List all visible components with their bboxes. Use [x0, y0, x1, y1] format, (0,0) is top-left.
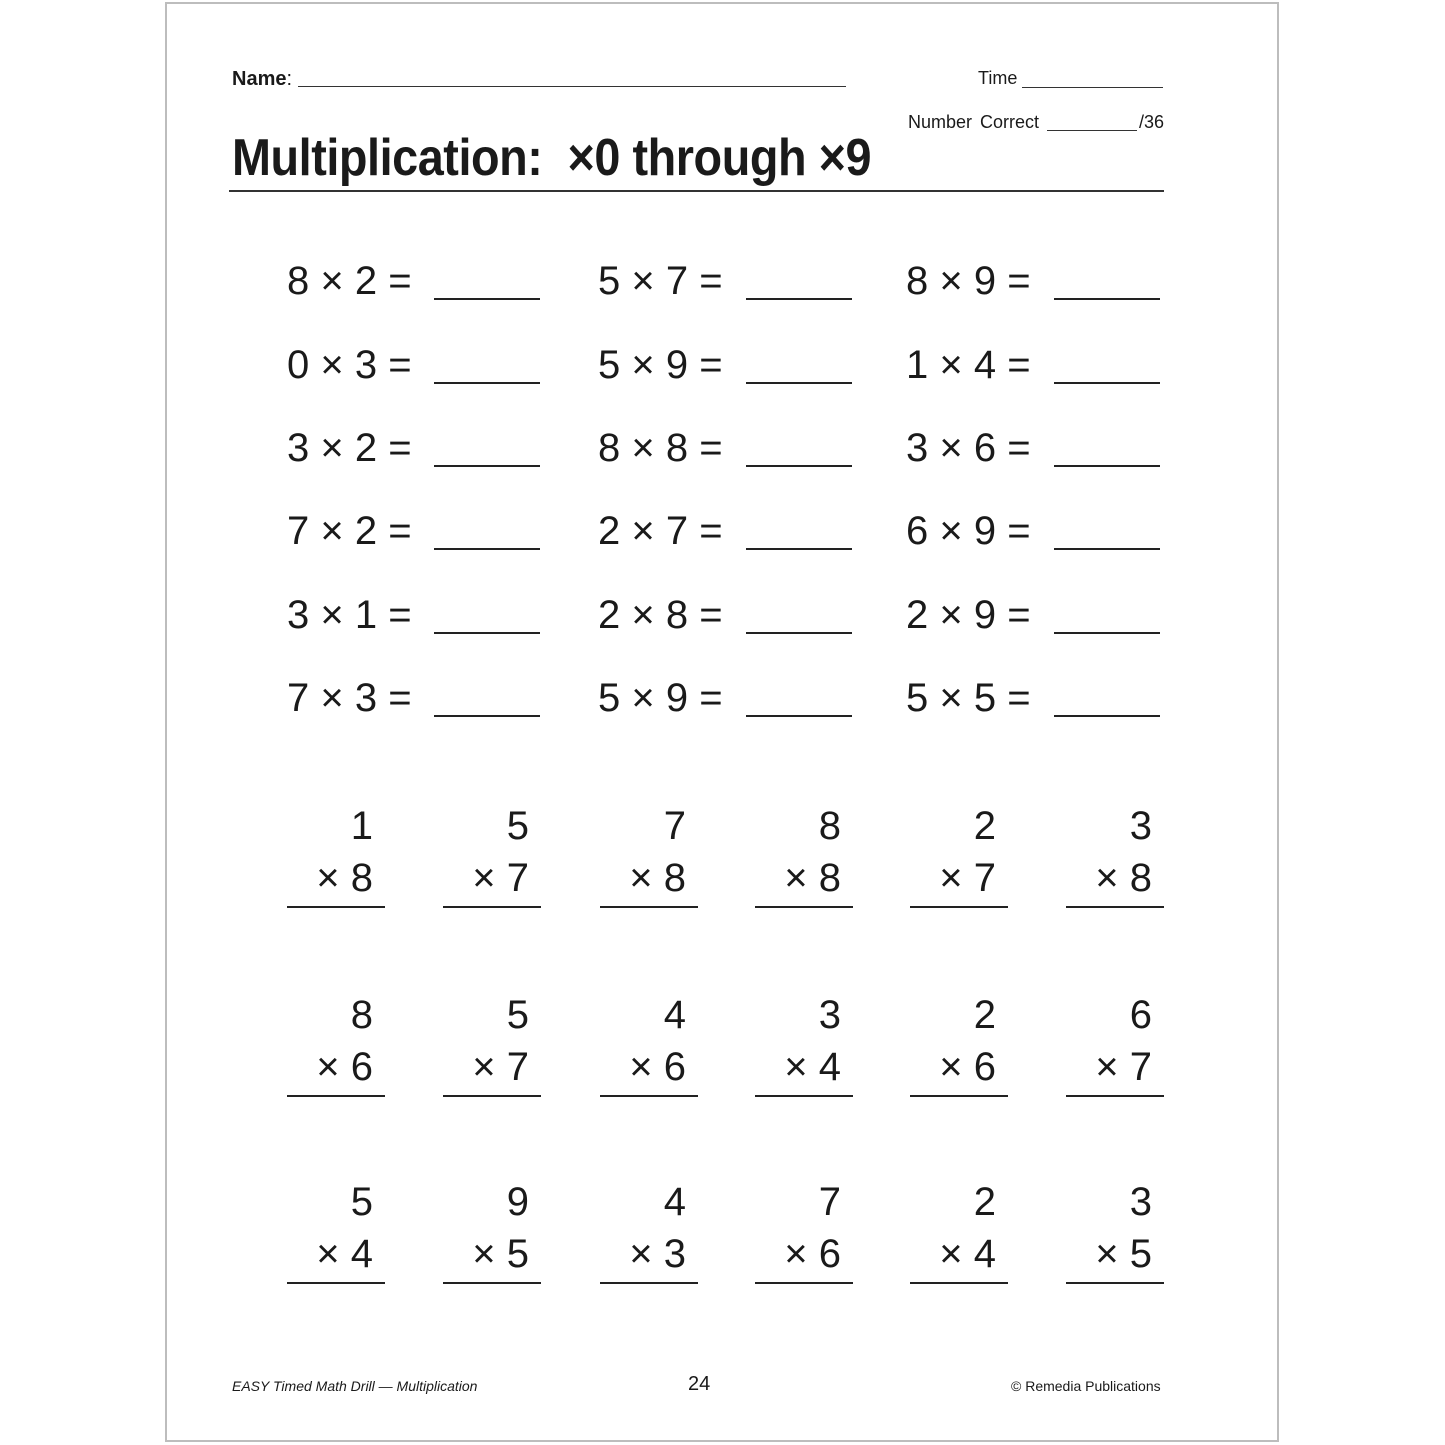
vertical-problem — [1066, 804, 1166, 914]
multiplier: × 7 — [472, 1045, 529, 1089]
footer-book-title: EASY Timed Math Drill — Multiplication — [232, 1378, 478, 1394]
multiplicand: 2 — [973, 1180, 996, 1224]
multiplicand: 5 — [350, 1180, 373, 1224]
answer-line[interactable] — [1054, 382, 1160, 384]
horizontal-problem: 1 × 4 = — [906, 343, 1031, 387]
multiplier: × 4 — [316, 1232, 373, 1276]
answer-line[interactable] — [1066, 906, 1164, 908]
horizontal-problem: 2 × 9 = — [906, 593, 1031, 637]
answer-line[interactable] — [434, 382, 540, 384]
horizontal-problem: 8 × 9 = — [906, 259, 1031, 303]
answer-line[interactable] — [755, 1282, 853, 1284]
multiplicand: 3 — [818, 993, 841, 1037]
answer-line[interactable] — [910, 1095, 1008, 1097]
multiplicand: 8 — [818, 804, 841, 848]
horizontal-problem: 3 × 2 = — [287, 426, 412, 470]
horizontal-problem: 2 × 7 = — [598, 509, 723, 553]
vertical-problem — [287, 993, 387, 1103]
page-title: Multiplication: ×0 through ×9 — [232, 129, 872, 187]
answer-line[interactable] — [1066, 1095, 1164, 1097]
multiplicand: 2 — [973, 993, 996, 1037]
answer-line[interactable] — [746, 632, 852, 634]
vertical-problem — [1066, 993, 1166, 1103]
name-label: Name: — [232, 68, 293, 90]
vertical-problem — [755, 1180, 855, 1290]
horizontal-problem: 5 × 9 = — [598, 676, 723, 720]
answer-line[interactable] — [746, 715, 852, 717]
vertical-problem — [755, 804, 855, 914]
answer-line[interactable] — [443, 1095, 541, 1097]
vertical-problem — [443, 1180, 543, 1290]
multiplicand: 2 — [973, 804, 996, 848]
answer-line[interactable] — [434, 465, 540, 467]
multiplier: × 8 — [1095, 856, 1152, 900]
answer-line[interactable] — [434, 298, 540, 300]
time-field-line[interactable] — [1022, 87, 1163, 88]
multiplier: × 7 — [939, 856, 996, 900]
vertical-problem — [287, 1180, 387, 1290]
horizontal-problem: 7 × 3 = — [287, 676, 412, 720]
answer-line[interactable] — [746, 298, 852, 300]
answer-line[interactable] — [443, 906, 541, 908]
answer-line[interactable] — [434, 632, 540, 634]
answer-line[interactable] — [600, 906, 698, 908]
answer-line[interactable] — [746, 382, 852, 384]
multiplicand: 6 — [1129, 993, 1152, 1037]
vertical-problem — [755, 993, 855, 1103]
answer-line[interactable] — [434, 715, 540, 717]
multiplier: × 4 — [784, 1045, 841, 1089]
multiplier: × 6 — [316, 1045, 373, 1089]
multiplier: × 5 — [1095, 1232, 1152, 1276]
multiplicand: 8 — [350, 993, 373, 1037]
multiplicand: 7 — [818, 1180, 841, 1224]
multiplier: × 4 — [939, 1232, 996, 1276]
answer-line[interactable] — [1054, 548, 1160, 550]
answer-line[interactable] — [287, 1282, 385, 1284]
horizontal-problem: 7 × 2 = — [287, 509, 412, 553]
answer-line[interactable] — [1054, 632, 1160, 634]
horizontal-problem: 8 × 8 = — [598, 426, 723, 470]
multiplier: × 6 — [784, 1232, 841, 1276]
horizontal-problem: 5 × 5 = — [906, 676, 1031, 720]
multiplier: × 7 — [472, 856, 529, 900]
number-correct-total: /36 — [1139, 112, 1165, 132]
multiplicand: 4 — [663, 993, 686, 1037]
vertical-problem — [1066, 1180, 1166, 1290]
horizontal-problem: 0 × 3 = — [287, 343, 412, 387]
multiplier: × 8 — [784, 856, 841, 900]
title-rule — [229, 190, 1164, 192]
answer-line[interactable] — [443, 1282, 541, 1284]
multiplicand: 3 — [1129, 1180, 1152, 1224]
vertical-problem — [910, 993, 1010, 1103]
horizontal-problem: 3 × 6 = — [906, 426, 1031, 470]
number-correct-label: Number Correct — [908, 112, 1040, 132]
vertical-problem — [910, 1180, 1010, 1290]
multiplicand: 3 — [1129, 804, 1152, 848]
vertical-problem — [287, 804, 387, 914]
multiplier: × 8 — [629, 856, 686, 900]
answer-line[interactable] — [746, 465, 852, 467]
multiplier: × 7 — [1095, 1045, 1152, 1089]
horizontal-problem: 3 × 1 = — [287, 593, 412, 637]
page-number: 24 — [688, 1373, 711, 1395]
number-correct-field-line[interactable] — [1047, 130, 1137, 131]
answer-line[interactable] — [1054, 298, 1160, 300]
horizontal-problem: 5 × 7 = — [598, 259, 723, 303]
answer-line[interactable] — [287, 1095, 385, 1097]
footer-publisher: © Remedia Publications — [1011, 1378, 1161, 1394]
multiplicand: 7 — [663, 804, 686, 848]
horizontal-problem: 5 × 9 = — [598, 343, 723, 387]
vertical-problem — [600, 1180, 700, 1290]
vertical-problem — [600, 804, 700, 914]
multiplier: × 3 — [629, 1232, 686, 1276]
horizontal-problem: 6 × 9 = — [906, 509, 1031, 553]
answer-line[interactable] — [1054, 465, 1160, 467]
answer-line[interactable] — [287, 906, 385, 908]
answer-line[interactable] — [746, 548, 852, 550]
multiplier: × 8 — [316, 856, 373, 900]
answer-line[interactable] — [600, 1282, 698, 1284]
answer-line[interactable] — [910, 906, 1008, 908]
multiplicand: 9 — [506, 1180, 529, 1224]
answer-line[interactable] — [434, 548, 540, 550]
vertical-problem — [600, 993, 700, 1103]
multiplicand: 5 — [506, 993, 529, 1037]
answer-line[interactable] — [910, 1282, 1008, 1284]
vertical-problem — [910, 804, 1010, 914]
multiplier: × 6 — [629, 1045, 686, 1089]
vertical-problem — [443, 804, 543, 914]
horizontal-problem: 8 × 2 = — [287, 259, 412, 303]
answer-line[interactable] — [1054, 715, 1160, 717]
answer-line[interactable] — [1066, 1282, 1164, 1284]
multiplier: × 5 — [472, 1232, 529, 1276]
answer-line[interactable] — [755, 1095, 853, 1097]
time-label: Time — [978, 68, 1018, 88]
multiplicand: 1 — [350, 804, 373, 848]
multiplicand: 5 — [506, 804, 529, 848]
vertical-problem — [443, 993, 543, 1103]
name-field-line[interactable] — [298, 86, 846, 87]
answer-line[interactable] — [600, 1095, 698, 1097]
horizontal-problem: 2 × 8 = — [598, 593, 723, 637]
answer-line[interactable] — [755, 906, 853, 908]
multiplicand: 4 — [663, 1180, 686, 1224]
multiplier: × 6 — [939, 1045, 996, 1089]
